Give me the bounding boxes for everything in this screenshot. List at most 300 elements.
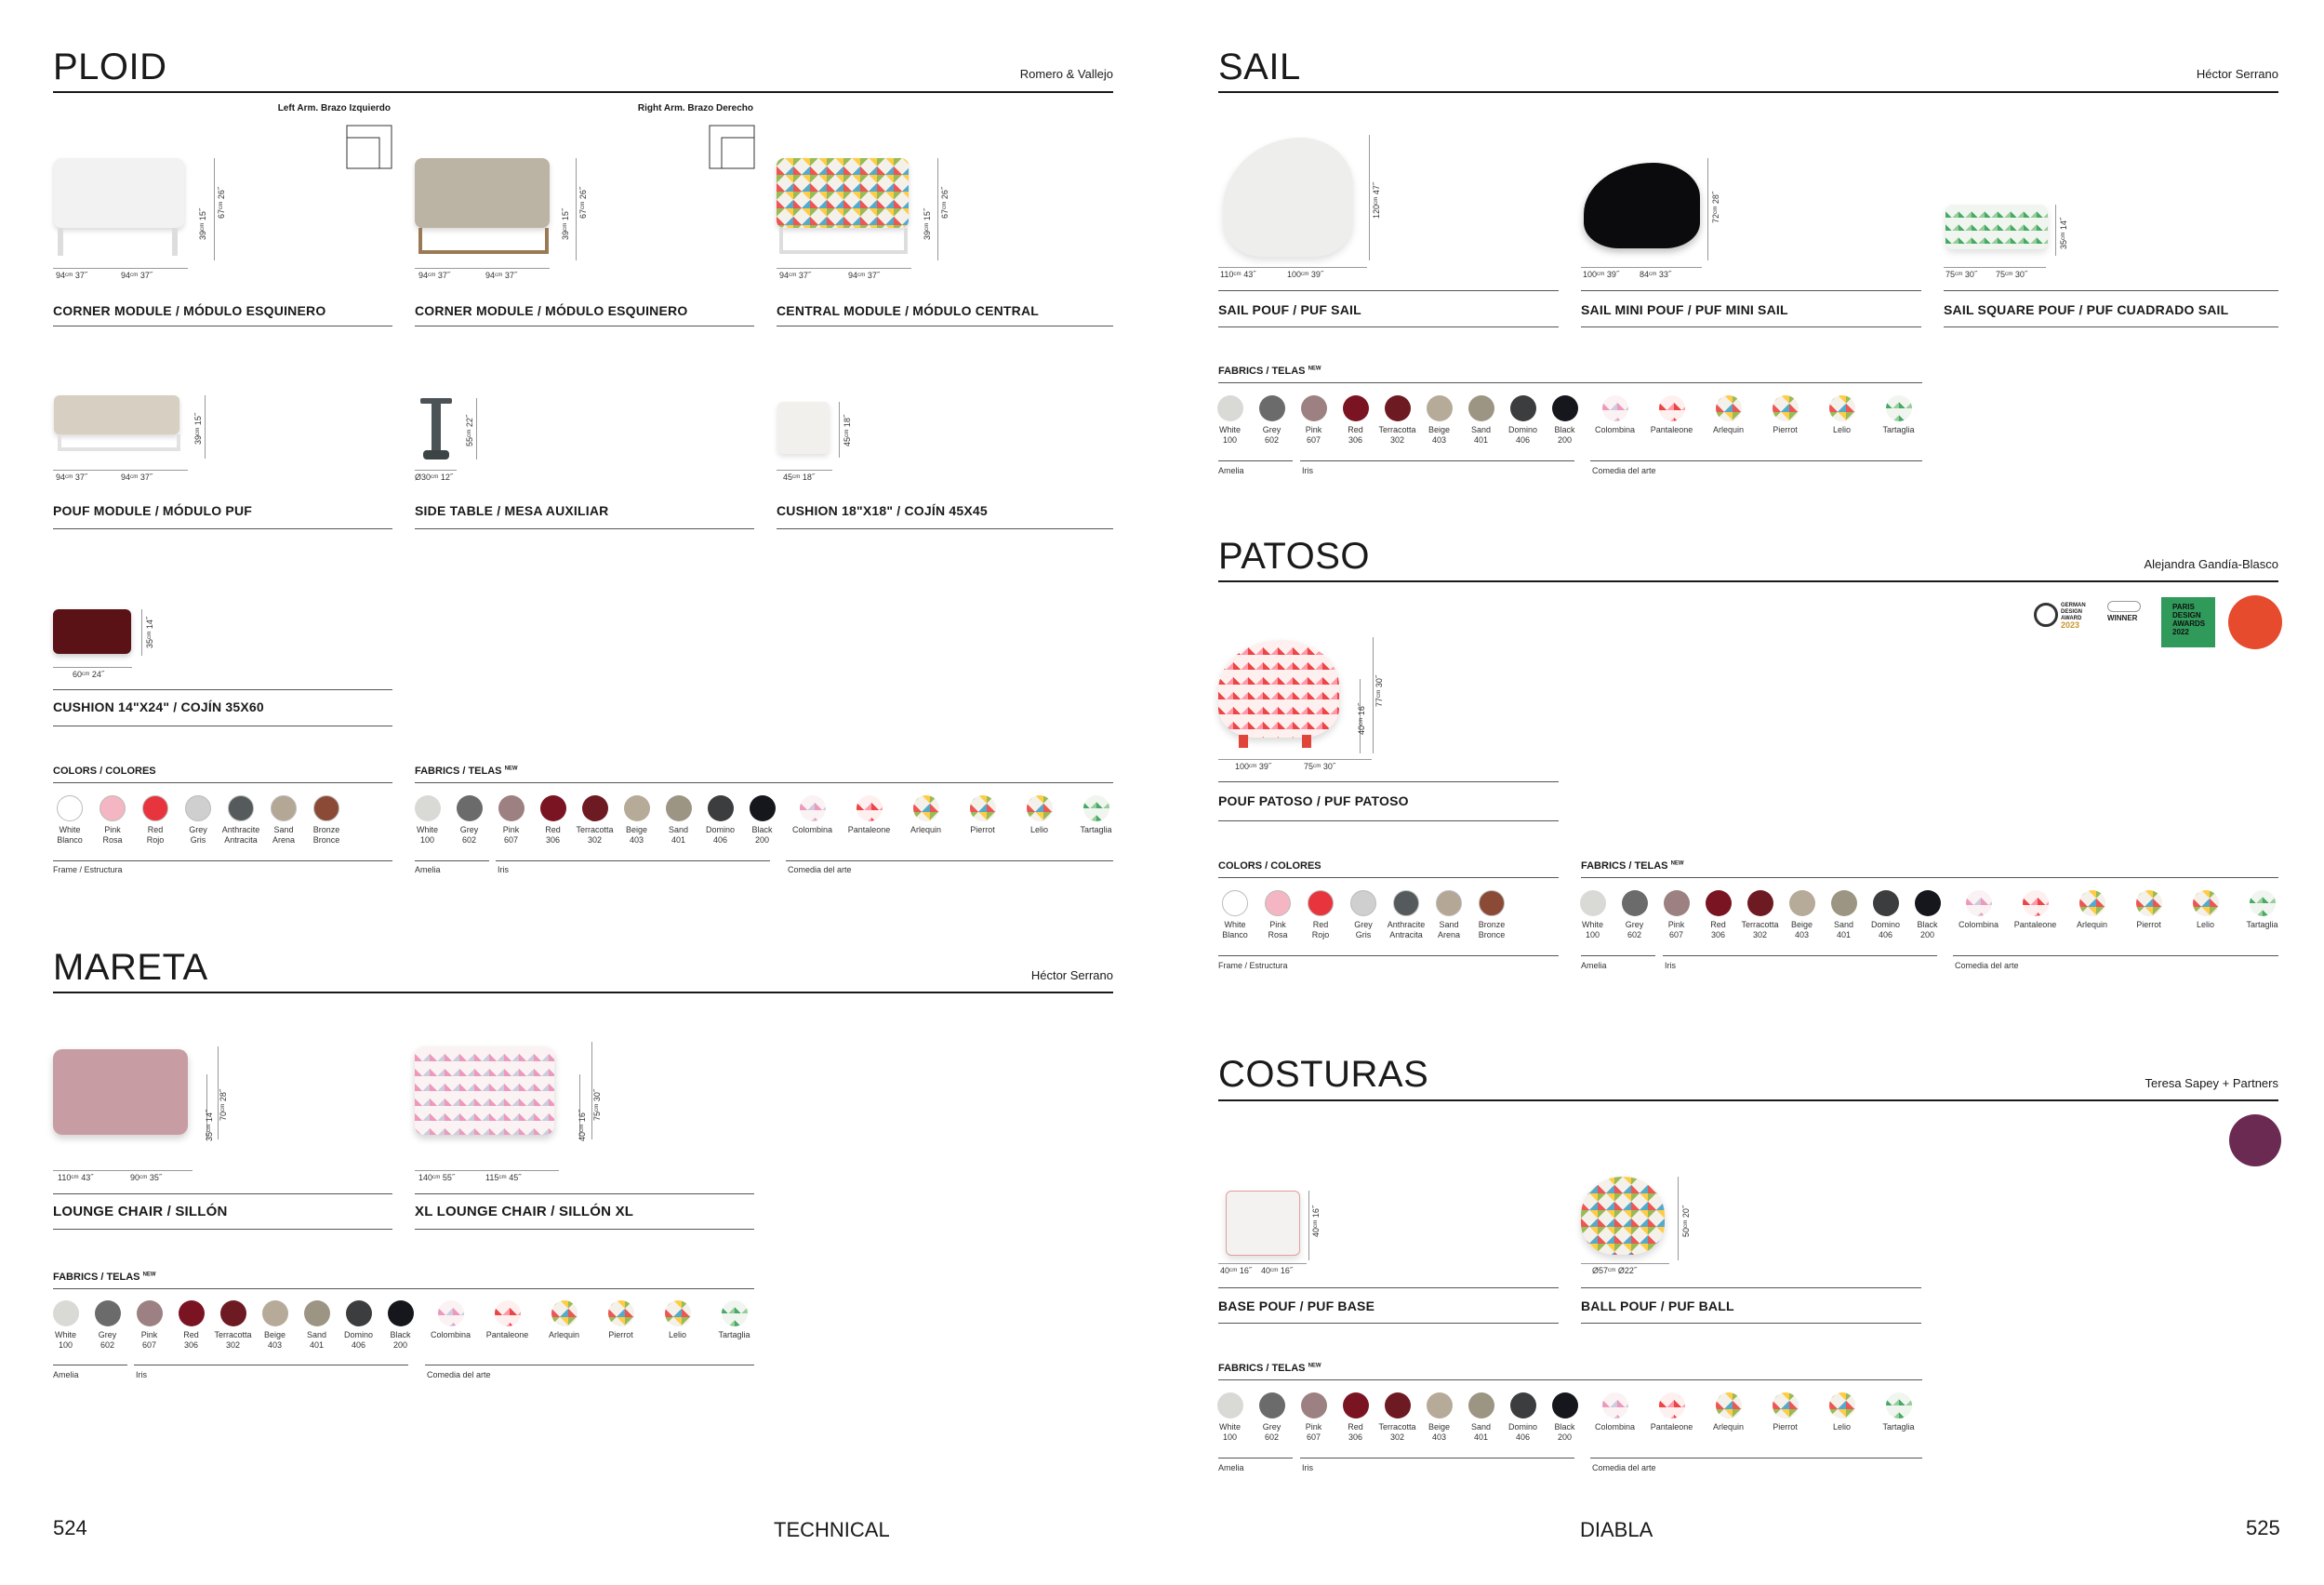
pattern-dot (722, 1300, 748, 1326)
frame-group-label: Frame / Estructura (1218, 961, 1288, 970)
product-name: SIDE TABLE / MESA AUXILIAR (415, 503, 609, 518)
footer-label: DIABLA (1580, 1518, 1653, 1541)
color-dot (1222, 890, 1248, 916)
fabric-swatch (1572, 890, 1614, 940)
patoso-leg (1302, 735, 1311, 748)
color-swatch (1428, 890, 1470, 940)
fabric-swatch (616, 795, 657, 846)
pattern-swatch (2177, 890, 2234, 930)
amelia-label: Amelia (1581, 961, 1607, 970)
product-name: SAIL SQUARE POUF / PUF CUADRADO SAIL (1944, 302, 2229, 317)
pattern-dot (1829, 395, 1855, 421)
fabric-label: Sand 401 (668, 825, 689, 845)
fabric-swatch (254, 1300, 296, 1351)
fabric-label: Domino 406 (1507, 425, 1537, 445)
pattern-label: Tartaglia (718, 1330, 750, 1339)
pattern-label: Pierrot (608, 1330, 633, 1339)
pattern-swatch (1757, 1392, 1813, 1432)
color-label: White Blanco (1222, 920, 1248, 939)
dim-width: 94ᶜᵐ 37˝ (56, 271, 87, 280)
ploid-designer: Romero & Vallejo (1019, 67, 1113, 81)
dim-width: 75ᶜᵐ 30˝ (1946, 270, 1977, 279)
lounge-chair-image (53, 1049, 188, 1135)
dim-height: 75ᶜᵐ 30˝ (592, 1089, 602, 1121)
pattern-label: Lelio (1029, 825, 1048, 834)
pattern-label: Arlequin (1712, 425, 1745, 434)
fabric-dot (1468, 395, 1494, 421)
fabric-dot (95, 1300, 121, 1326)
sail-fabrics-head: FABRICS / TELAS $^{NEW}$ (1218, 366, 1321, 377)
ploid-colors-head: COLORS / COLORES (53, 766, 156, 777)
pattern-dot (1027, 795, 1053, 821)
pattern-dot (1716, 1392, 1742, 1419)
dim-width: 94ᶜᵐ 37˝ (848, 271, 880, 280)
fabric-swatch (1655, 890, 1697, 940)
fabric-label: Grey 602 (1625, 920, 1644, 939)
fabric-label: Pink 607 (140, 1330, 158, 1350)
fabric-swatch (1209, 395, 1251, 446)
fabric-swatch (1823, 890, 1865, 940)
pattern-dot (608, 1300, 634, 1326)
pattern-dot (1886, 1392, 1912, 1419)
pattern-swatch (1643, 1392, 1700, 1432)
pattern-label: Pantaleone (1650, 1422, 1693, 1432)
costuras-pattern-swatches (1587, 1392, 1927, 1432)
fabric-swatch (86, 1300, 128, 1351)
dim-width: 40ᶜᵐ 16˝ (1220, 1266, 1252, 1275)
dim-height: 40ᶜᵐ 16˝ (1357, 703, 1366, 735)
pattern-label: Pantaleone (1650, 425, 1693, 434)
sail-pattern-swatches (1587, 395, 1927, 435)
fabric-swatch (170, 1300, 212, 1351)
pattern-dot (2250, 890, 2276, 916)
frame-white (779, 228, 908, 254)
fabric-label: Black 200 (1917, 920, 1938, 939)
product-name: POUF PATOSO / PUF PATOSO (1218, 793, 1409, 808)
pattern-dot (913, 795, 939, 821)
award-badge-icon (2034, 603, 2058, 627)
fabric-swatch (1418, 395, 1460, 446)
color-swatch (219, 795, 262, 846)
fabric-label: Domino 406 (1507, 1422, 1537, 1442)
fabric-swatch (1460, 395, 1502, 446)
fabric-dot (1664, 890, 1690, 916)
pattern-label: Arlequin (910, 825, 942, 834)
pattern-swatch (1700, 395, 1757, 435)
fabric-swatch (406, 795, 448, 846)
pattern-swatch (784, 795, 841, 835)
color-swatch (1299, 890, 1342, 940)
fabric-swatch (1293, 1392, 1335, 1443)
fabric-label: Pink 607 (502, 825, 520, 845)
color-dot (100, 795, 126, 821)
pattern-swatch (954, 795, 1011, 835)
product-name: BALL POUF / PUF BALL (1581, 1299, 1734, 1313)
fabric-label: Beige 403 (1790, 920, 1813, 939)
pattern-dot (1659, 395, 1685, 421)
product-name: XL LOUNGE CHAIR / SILLÓN XL (415, 1204, 634, 1219)
color-dot (57, 795, 83, 821)
page-number: 524 (53, 1516, 87, 1539)
color-swatch (1470, 890, 1513, 940)
pattern-dot (1773, 1392, 1799, 1419)
dim-height: 39ᶜᵐ 15˝ (561, 208, 570, 240)
fabric-label: Domino 406 (1870, 920, 1900, 939)
product-name: POUF MODULE / MÓDULO PUF (53, 503, 253, 518)
pattern-swatch (2234, 890, 2291, 930)
iris-label: Iris (1302, 466, 1313, 475)
dim-height: 39ᶜᵐ 15˝ (198, 208, 207, 240)
pattern-dot (1829, 1392, 1855, 1419)
amelia-label: Amelia (1218, 466, 1244, 475)
fabric-dot (137, 1300, 163, 1326)
fabric-dot (1427, 395, 1453, 421)
fabric-dot (53, 1300, 79, 1326)
color-label: Grey Gris (189, 825, 207, 845)
xl-lounge-chair-image (415, 1046, 554, 1135)
pattern-dot (495, 1300, 521, 1326)
fabric-label: Beige 403 (625, 825, 648, 845)
dim-width: 100ᶜᵐ 39˝ (1287, 270, 1323, 279)
color-swatch (1256, 890, 1299, 940)
dim-width: 75ᶜᵐ 30˝ (1304, 762, 1335, 771)
product-name: CUSHION 14"X24" / COJÍN 35X60 (53, 699, 264, 714)
dim-width: 94ᶜᵐ 37˝ (121, 271, 153, 280)
fabric-label: Terracotta 302 (576, 825, 614, 845)
fabric-dot (1468, 1392, 1494, 1419)
fabric-dot (708, 795, 734, 821)
fabric-swatch (1460, 1392, 1502, 1443)
iris-label: Iris (1665, 961, 1676, 970)
pattern-dot (1602, 395, 1628, 421)
amelia-label: Amelia (1218, 1463, 1244, 1472)
fabric-dot (1259, 395, 1285, 421)
fabric-label: Beige 403 (1428, 1422, 1451, 1442)
fabric-label: Red 306 (1348, 425, 1363, 445)
dim-width: 94ᶜᵐ 37˝ (121, 473, 153, 482)
fabric-dot (262, 1300, 288, 1326)
pattern-swatch (2007, 890, 2064, 930)
product-name: SAIL MINI POUF / PUF MINI SAIL (1581, 302, 1788, 317)
corner-module-beige-image (415, 158, 550, 228)
dim-height: 72ᶜᵐ 28˝ (1711, 192, 1720, 223)
archiproducts-award-icon (2107, 601, 2141, 612)
right-page (1162, 0, 2324, 1585)
mareta-pattern-swatches (422, 1300, 763, 1340)
fabric-dot (1259, 1392, 1285, 1419)
pattern-label: Pantaleone (2013, 920, 2057, 929)
pattern-label: Tartaglia (1080, 825, 1112, 834)
fabric-dot (1789, 890, 1815, 916)
fabric-label: Sand 401 (1470, 1422, 1492, 1442)
patoso-pattern-swatches (1950, 890, 2291, 930)
frame-leg (58, 228, 63, 256)
dim-width: 94ᶜᵐ 37˝ (56, 473, 87, 482)
dim-height: 77ᶜᵐ 30˝ (1374, 675, 1384, 707)
fabric-dot (1301, 395, 1327, 421)
fabric-swatch (574, 795, 616, 846)
sail-title: SAIL (1218, 47, 1301, 87)
pattern-dot (438, 1300, 464, 1326)
fabric-swatch (1251, 395, 1293, 446)
dim-width: 110ᶜᵐ 43˝ (1220, 270, 1256, 279)
fabric-dot (1622, 890, 1648, 916)
pattern-swatch (1870, 395, 1927, 435)
fabric-swatch (657, 795, 699, 846)
fabric-dot (624, 795, 650, 821)
pattern-dot (1083, 795, 1109, 821)
color-swatch (134, 795, 177, 846)
comedia-label: Comedia del arte (1955, 961, 2019, 970)
fabric-swatch (1906, 890, 1948, 940)
color-label: Bronze Bronce (312, 825, 340, 845)
cushion-35x60-image (53, 609, 131, 654)
fabric-label: Grey 602 (98, 1330, 117, 1350)
fabric-dot (1217, 395, 1243, 421)
dim-height: 35ᶜᵐ 14˝ (205, 1110, 214, 1141)
pattern-dot (2136, 890, 2162, 916)
pattern-dot (2193, 890, 2219, 916)
fabric-swatch (1418, 1392, 1460, 1443)
fabric-label: Black 200 (1554, 1422, 1575, 1442)
color-dot (1350, 890, 1376, 916)
dim-width: 140ᶜᵐ 55˝ (418, 1173, 455, 1182)
color-dot (1308, 890, 1334, 916)
fabric-swatch (699, 795, 741, 846)
pattern-swatch (1700, 1392, 1757, 1432)
pattern-swatch (479, 1300, 536, 1340)
color-swatch (262, 795, 305, 846)
frame-group-label: Frame / Estructura (53, 865, 123, 874)
dim-width: 100ᶜᵐ 39˝ (1583, 270, 1619, 279)
pattern-swatch (422, 1300, 479, 1340)
fabric-dot (540, 795, 566, 821)
color-swatch (305, 795, 348, 846)
dim-width: 40ᶜᵐ 16˝ (1261, 1266, 1293, 1275)
dim-height: 50ᶜᵐ 20˝ (1681, 1205, 1691, 1237)
product-name: BASE POUF / PUF BASE (1218, 1299, 1375, 1313)
dim-width: 84ᶜᵐ 33˝ (1640, 270, 1671, 279)
fabric-swatch (1614, 890, 1655, 940)
fabric-dot (1385, 1392, 1411, 1419)
color-label: Grey Gris (1354, 920, 1373, 939)
color-label: Anthracite Antracita (1387, 920, 1426, 939)
fabric-swatch (1293, 395, 1335, 446)
fabric-dot (1915, 890, 1941, 916)
fabric-label: Sand 401 (1470, 425, 1492, 445)
fabric-dot (1552, 395, 1578, 421)
color-swatch (48, 795, 91, 846)
fabric-dot (1343, 1392, 1369, 1419)
fabric-label: White 100 (1581, 920, 1603, 939)
fabric-label: Domino 406 (343, 1330, 373, 1350)
dim-width: Ø57ᶜᵐ Ø22˝ (1592, 1266, 1637, 1275)
sail-designer: Héctor Serrano (2196, 67, 2278, 81)
pattern-label: Pierrot (1773, 1422, 1798, 1432)
fabric-dot (1385, 395, 1411, 421)
pattern-label: Arlequin (548, 1330, 580, 1339)
fabric-swatch (296, 1300, 338, 1351)
fabric-label: Black 200 (390, 1330, 411, 1350)
pattern-swatch (1813, 1392, 1870, 1432)
frame-leg (172, 228, 178, 256)
fabric-swatch (1335, 1392, 1376, 1443)
dim-height: 40ᶜᵐ 16˝ (1311, 1205, 1321, 1237)
fabric-dot (1301, 1392, 1327, 1419)
fabric-swatch (1865, 890, 1906, 940)
dim-height: 35ᶜᵐ 14˝ (145, 617, 154, 648)
fabric-label: Terracotta 302 (1378, 425, 1416, 445)
fabric-label: Black 200 (751, 825, 773, 845)
pattern-label: Tartaglia (1882, 1422, 1915, 1432)
fabric-dot (498, 795, 525, 821)
pattern-label: Lelio (668, 1330, 686, 1339)
fabric-dot (457, 795, 483, 821)
dim-height: 67ᶜᵐ 26˝ (940, 187, 950, 219)
color-label: Sand Arena (272, 825, 296, 845)
pattern-label: Tartaglia (2246, 920, 2278, 929)
fabric-dot (388, 1300, 414, 1326)
right-arm-diagram (709, 125, 755, 169)
fabric-dot (1510, 1392, 1536, 1419)
winner-label: WINNER (2107, 614, 2138, 622)
fabric-dot (1217, 1392, 1243, 1419)
dim-width: 100ᶜᵐ 39˝ (1235, 762, 1271, 771)
sail-pouf-image (1223, 138, 1353, 257)
fabric-label: Red 306 (183, 1330, 199, 1350)
pattern-label: Tartaglia (1882, 425, 1915, 434)
pattern-label: Colombina (791, 825, 833, 834)
dim-height: 40ᶜᵐ 16˝ (578, 1110, 587, 1141)
pattern-swatch (1950, 890, 2007, 930)
dim-width: 90ᶜᵐ 35˝ (130, 1173, 162, 1182)
nyc-x-design-award-icon (2228, 595, 2282, 649)
fabric-swatch (741, 795, 783, 846)
pattern-label: Colombina (430, 1330, 471, 1339)
pattern-dot (1716, 395, 1742, 421)
fabric-label: Beige 403 (1428, 425, 1451, 445)
fabric-dot (1343, 395, 1369, 421)
pattern-dot (1602, 1392, 1628, 1419)
color-label: Bronze Bronce (1478, 920, 1506, 939)
nyc-x-design-award-icon (2229, 1114, 2281, 1166)
fabric-swatch (1739, 890, 1781, 940)
pouf-module-image (54, 395, 179, 434)
fabric-label: Pink 607 (1305, 425, 1322, 445)
pattern-swatch (706, 1300, 763, 1340)
fabric-label: White 100 (1218, 1422, 1241, 1442)
left-arm-diagram (346, 125, 392, 169)
mareta-fabrics-head: FABRICS / TELAS $^{NEW}$ (53, 1272, 156, 1283)
fabric-label: Terracotta 302 (214, 1330, 252, 1350)
pattern-swatch (1813, 395, 1870, 435)
fabric-swatch (1781, 890, 1823, 940)
costuras-title: COSTURAS (1218, 1054, 1429, 1095)
pattern-dot (1966, 890, 1992, 916)
pattern-swatch (649, 1300, 706, 1340)
fabric-dot (346, 1300, 372, 1326)
side-table-stem (432, 404, 441, 450)
fabric-swatch (128, 1300, 170, 1351)
fabric-label: Black 200 (1554, 425, 1575, 445)
cushion-45-image (777, 402, 830, 454)
pattern-swatch (1587, 1392, 1643, 1432)
fabric-swatch (1502, 1392, 1544, 1443)
dim-width: 115ᶜᵐ 45˝ (485, 1173, 522, 1182)
base-pouf-image (1226, 1191, 1300, 1256)
pattern-label: Arlequin (2076, 920, 2108, 929)
iris-label: Iris (498, 865, 509, 874)
amelia-label: Amelia (415, 865, 441, 874)
fabric-dot (1873, 890, 1899, 916)
color-swatch (1342, 890, 1385, 940)
dim-height: 45ᶜᵐ 18˝ (843, 415, 852, 446)
fabric-dot (304, 1300, 330, 1326)
pattern-label: Pantaleone (485, 1330, 529, 1339)
pattern-label: Colombina (1594, 425, 1636, 434)
side-table-base (423, 450, 449, 460)
costuras-designer: Teresa Sapey + Partners (2145, 1076, 2278, 1090)
dim-height: 35ᶜᵐ 14˝ (2059, 218, 2068, 249)
color-dot (1393, 890, 1419, 916)
patoso-leg (1239, 735, 1248, 748)
dim-width: 45ᶜᵐ 18˝ (783, 473, 815, 482)
ploid-fabric-swatches (406, 795, 783, 846)
pattern-dot (665, 1300, 691, 1326)
ball-pouf-image (1581, 1177, 1665, 1255)
fabric-swatch (45, 1300, 86, 1351)
color-label: Red Rojo (1311, 920, 1330, 939)
ploid-pattern-swatches (784, 795, 1124, 835)
fabric-label: Domino 406 (705, 825, 735, 845)
dim-height: 39ᶜᵐ 15˝ (193, 413, 203, 445)
pattern-dot (1773, 395, 1799, 421)
fabric-swatch (379, 1300, 421, 1351)
fabric-label: White 100 (54, 1330, 76, 1350)
fabric-label: Sand 401 (306, 1330, 327, 1350)
ploid-title: PLOID (53, 47, 167, 87)
fabric-swatch (338, 1300, 379, 1351)
comedia-label: Comedia del arte (1592, 466, 1656, 475)
fabric-swatch (1251, 1392, 1293, 1443)
color-dot (142, 795, 168, 821)
pattern-swatch (1011, 795, 1068, 835)
color-label: Pink Rosa (102, 825, 123, 845)
fabric-label: Beige 403 (263, 1330, 286, 1350)
fabric-swatch (1544, 1392, 1586, 1443)
color-swatch (1385, 890, 1428, 940)
frame-white (58, 434, 180, 451)
pattern-dot (1886, 395, 1912, 421)
color-dot (313, 795, 339, 821)
fabric-dot (1580, 890, 1606, 916)
patoso-fabric-swatches (1572, 890, 1948, 940)
dim-width: 110ᶜᵐ 43˝ (58, 1173, 94, 1182)
pattern-swatch (2064, 890, 2120, 930)
fabric-label: Grey 602 (459, 825, 479, 845)
comedia-label: Comedia del arte (427, 1370, 491, 1379)
pattern-dot (800, 795, 826, 821)
pattern-swatch (1587, 395, 1643, 435)
fabric-label: Sand 401 (1833, 920, 1854, 939)
corner-module-white-image (54, 158, 184, 228)
fabric-label: White 100 (1218, 425, 1241, 445)
fabric-label: Red 306 (1710, 920, 1726, 939)
german-design-award-icon: GERMAN DESIGN AWARD 2023 (2061, 603, 2086, 630)
fabric-label: White 100 (416, 825, 438, 845)
pattern-label: Pantaleone (847, 825, 891, 834)
page-number: 525 (2246, 1516, 2280, 1539)
